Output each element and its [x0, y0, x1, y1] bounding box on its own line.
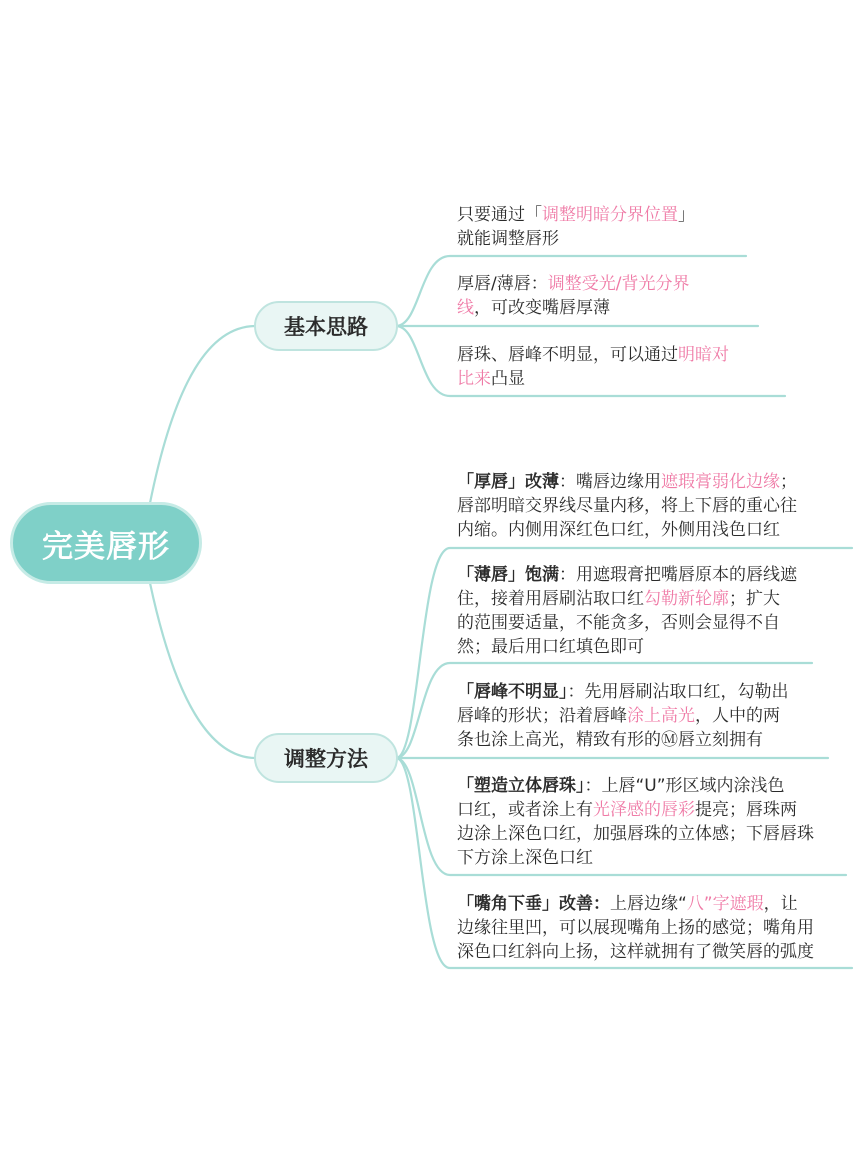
leaf-text: 条也涂上高光，精致有形的Ⓜ唇立刻拥有 — [457, 730, 763, 750]
leaf-method-lip-bead — [457, 774, 814, 870]
highlight-text: 调整受光/背光分界 — [547, 274, 690, 294]
leaf-text: ，可改变嘴唇厚薄 — [474, 298, 610, 318]
leaf-text: 内缩。内侧用深红色口红，外侧用浅色口红 — [457, 520, 780, 540]
leaf-text: 上唇边缘“ — [610, 894, 687, 914]
leaf-text: ；扩大 — [729, 589, 780, 609]
highlight-text: 勾勒新轮廓 — [644, 589, 729, 609]
leaf-line — [457, 494, 797, 518]
connector-root-basic — [150, 326, 256, 503]
root-node[interactable] — [10, 502, 202, 584]
leaf-line — [457, 635, 797, 659]
leaf-text: 凸显 — [491, 369, 525, 389]
leaf-line — [457, 343, 729, 367]
leaf-line — [457, 203, 695, 227]
leaf-text: ：用遮瑕膏把嘴唇原本的唇线遮 — [559, 565, 797, 585]
highlight-text: 涂上高光 — [627, 706, 695, 726]
bold-heading-text: 「唇峰不明显」 — [457, 682, 568, 702]
leaf-line — [457, 518, 797, 542]
leaf-text: 唇峰的形状；沿着唇峰 — [457, 706, 627, 726]
leaf-line — [457, 774, 814, 798]
leaf-text: 口红，或者涂上有 — [457, 800, 593, 820]
root-label: 完美唇形 — [42, 528, 170, 565]
leaf-text: 就能调整唇形 — [457, 229, 559, 249]
leaf-text: 唇珠、唇峰不明显，可以通过 — [457, 345, 678, 365]
leaf-line — [457, 680, 789, 704]
leaf-text: 唇部明暗交界线尽量内移，将上下唇的重心往 — [457, 496, 797, 516]
leaf-line — [457, 704, 789, 728]
leaf-text: ：上唇“U”形区域内涂浅色 — [584, 776, 785, 796]
leaf-text: 深色口红斜向上扬，这样就拥有了微笑唇的弧度 — [457, 942, 814, 962]
leaf-line — [457, 587, 797, 611]
bold-heading-text: 「厚唇」改薄 — [457, 472, 559, 492]
leaf-text: 的范围要适量，不能贪多，否则会显得不自 — [457, 613, 780, 633]
branch-label: 调整方法 — [284, 747, 368, 771]
leaf-text: 然；最后用口红填色即可 — [457, 637, 644, 657]
leaf-text: 」 — [678, 205, 695, 225]
leaf-method-thick-lips — [457, 470, 797, 542]
bold-heading-text: 「嘴角下垂」改善： — [457, 894, 610, 914]
highlight-text: 遮瑕膏弱化边缘 — [661, 472, 780, 492]
leaf-text: ：先用唇刷沾取口红，勾勒出 — [567, 682, 789, 702]
leaf-basic-2 — [457, 272, 689, 320]
leaf-method-mouth-corner — [457, 892, 814, 964]
leaf-text: 只要通过「 — [457, 205, 542, 225]
leaf-text: 住，接着用唇刷沾取口红 — [457, 589, 644, 609]
leaf-text: 厚唇/薄唇： — [457, 274, 548, 294]
leaf-line — [457, 296, 689, 320]
leaf-line — [457, 846, 814, 870]
leaf-method-lip-peak — [457, 680, 789, 752]
leaf-line — [457, 611, 797, 635]
highlight-text: 比来 — [457, 369, 491, 389]
leaf-line — [457, 470, 797, 494]
leaf-line — [457, 892, 814, 916]
leaf-line — [457, 272, 689, 296]
leaf-line — [457, 728, 789, 752]
leaf-text: 边涂上深色口红，加强唇珠的立体感；下唇唇珠 — [457, 824, 814, 844]
leaf-basic-3 — [457, 343, 729, 391]
leaf-line — [457, 916, 814, 940]
leaf-line — [457, 227, 695, 251]
highlight-text: 调整明暗分界位置 — [542, 205, 678, 225]
highlight-text: 线 — [457, 298, 474, 318]
bold-heading-text: 「薄唇」饱满 — [457, 565, 559, 585]
leaf-text: 边缘往里凹，可以展现嘴角上扬的感觉；嘴角用 — [457, 918, 814, 938]
bold-heading-text: 「塑造立体唇珠」 — [457, 776, 585, 796]
branch-label: 基本思路 — [284, 315, 368, 339]
highlight-text: 明暗对 — [678, 345, 729, 365]
leaf-text: ，人中的两 — [695, 706, 780, 726]
leaf-text: ，让 — [763, 894, 798, 914]
leaf-line — [457, 822, 814, 846]
leaf-line — [457, 940, 814, 964]
branch-adjust-methods[interactable] — [254, 733, 398, 783]
leaf-line — [457, 367, 729, 391]
leaf-line — [457, 563, 797, 587]
leaf-text: ； — [780, 472, 797, 492]
leaf-text: ：嘴唇边缘用 — [559, 472, 661, 492]
leaf-text: 提亮；唇珠两 — [695, 800, 797, 820]
branch-basic-approach[interactable] — [254, 301, 398, 351]
leaf-basic-1 — [457, 203, 695, 251]
highlight-text: 八”字遮瑕 — [686, 894, 764, 914]
leaf-line — [457, 798, 814, 822]
highlight-text: 光泽感的唇彩 — [593, 800, 695, 820]
leaf-text: 下方涂上深色口红 — [457, 848, 593, 868]
leaf-method-thin-lips — [457, 563, 797, 659]
connector-root-method — [150, 583, 256, 758]
